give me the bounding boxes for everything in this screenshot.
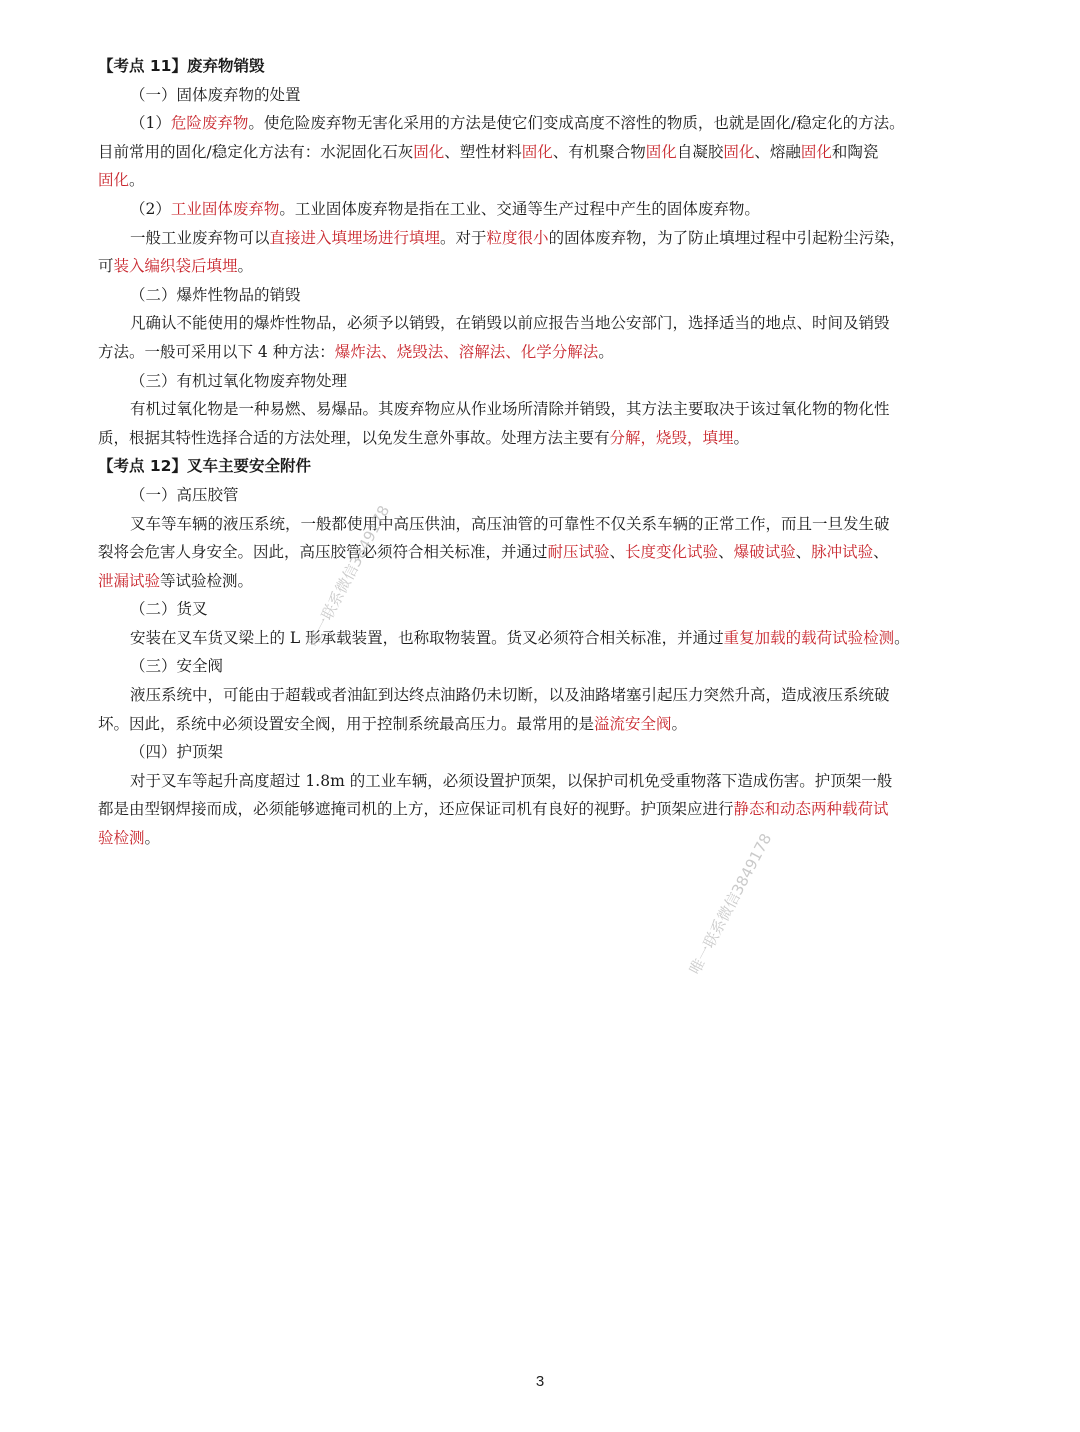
text-run: 。 [598, 342, 614, 361]
text-line [98, 710, 978, 739]
text-run: 质，根据其特性选择合适的方法处理，以免发生意外事故。处理方法主要有 [98, 428, 610, 447]
text-line [98, 567, 978, 596]
section-heading [98, 52, 978, 81]
text-line [98, 367, 978, 396]
highlighted-text: 直接进入填埋场进行填埋 [269, 228, 441, 247]
text-run: 、熔融 [754, 142, 801, 161]
text-line [98, 252, 978, 281]
text-run: 。 [671, 714, 688, 733]
text-run: 裂将会危害人身安全。因此，高压胶管必须符合相关标准，并通过 [98, 543, 548, 562]
text-line [98, 767, 978, 796]
text-line [98, 795, 978, 824]
page-number: 3 [535, 1373, 545, 1390]
text-run: 等试验检测。 [160, 571, 254, 590]
text-run: 、塑性材料 [444, 142, 522, 161]
text-line [98, 681, 978, 710]
text-run: 、 [795, 543, 812, 562]
text-run: （二）货叉 [130, 600, 208, 619]
text-run: 。工业固体废弃物是指在工业、交通等生产过程中产生的固体废弃物。 [279, 199, 760, 218]
text-run: （2） [130, 199, 171, 218]
watermark-text: 唯一联系微信3849178 [303, 502, 394, 650]
text-run: 有机过氧化物是一种易燃、易爆品。其废弃物应从作业场所清除并销毁，其方法主要取决于该过氧化物的物化性 [130, 400, 890, 419]
text-run: 坏。因此，系统中必须设置安全阀，用于控制系统最高压力。最常用的是 [98, 714, 595, 733]
text-run: 【考点 12】叉车主要安全附件 [98, 457, 311, 476]
text-line [98, 738, 978, 767]
text-run: （一）高压胶管 [130, 485, 239, 504]
highlighted-text: 泄漏试验 [98, 571, 161, 590]
text-run: 一般工业废弃物可以 [130, 228, 270, 247]
text-run: 。 [144, 829, 161, 848]
highlighted-text: 固化 [800, 142, 832, 161]
text-run: 安装在叉车货叉梁上的 L 形承载装置，也称取物装置。货叉必须符合相关标准，并通过 [130, 628, 724, 647]
highlighted-text: 固化 [723, 142, 755, 161]
text-line [98, 281, 978, 310]
text-line [98, 338, 978, 367]
text-run: 。使危险废弃物无害化采用的方法是使它们变成高度不溶性的物质，也就是固化/稳定化的方法。 [248, 114, 905, 133]
text-run: 的固体废弃物，为了防止填埋过程中引起粉尘污染， [548, 228, 906, 247]
text-run: （三）安全阀 [130, 657, 224, 676]
text-run: 叉车等车辆的液压系统，一般都使用中高压供油，高压油管的可靠性不仅关系车辆的正常工作，而且一旦发生破 [130, 514, 890, 533]
text-run: 。 [894, 628, 910, 647]
highlighted-text: 固化 [413, 142, 445, 161]
highlighted-text: 重复加载的载荷试验检测 [723, 628, 895, 647]
text-run: 。 [237, 257, 254, 276]
text-line [98, 138, 978, 167]
text-run: 可 [98, 257, 114, 276]
text-run: 凡确认不能使用的爆炸性物品，必须予以销毁，在销毁以前应报告当地公安部门，选择适当的地点、时间及销毁 [130, 314, 890, 333]
highlighted-text: 耐压试验 [547, 543, 610, 562]
text-run: 。 [129, 171, 145, 190]
text-line [98, 481, 978, 510]
text-run: 【考点 11】废弃物销毁 [98, 57, 265, 75]
highlighted-text: 工业固体废弃物 [170, 199, 280, 218]
text-line [98, 224, 978, 253]
watermark-text: 唯一联系微信3849178 [685, 830, 776, 978]
text-line [98, 195, 978, 224]
highlighted-text: 固化 [521, 142, 553, 161]
text-line [98, 309, 978, 338]
highlighted-text: 分解，烧毁，填埋 [609, 428, 734, 447]
text-run: 。 [733, 428, 750, 447]
text-run: 自凝胶 [676, 142, 724, 161]
highlighted-text: 危险废弃物 [170, 114, 249, 133]
text-line [98, 595, 978, 624]
highlighted-text: 爆炸法、烧毁法、溶解法、化学分解法 [334, 342, 599, 361]
text-run: （四）护顶架 [130, 743, 224, 762]
text-line [98, 109, 978, 138]
text-run: 和陶瓷 [831, 142, 879, 161]
highlighted-text: 溢流安全阀 [594, 714, 672, 733]
text-run: 、 [718, 543, 734, 562]
text-line [98, 424, 978, 453]
text-run: （二）爆炸性物品的销毁 [130, 285, 301, 304]
highlighted-text: 固化 [98, 171, 130, 190]
text-run: 都是由型钢焊接而成，必须能够遮掩司机的上方，还应保证司机有良好的视野。护顶架应进行 [98, 800, 734, 819]
text-run: 、有机聚合物 [552, 142, 646, 161]
section-heading [98, 452, 978, 481]
text-run: 方法。一般可采用以下 4 种方法： [98, 342, 335, 361]
highlighted-text: 脉冲试验 [811, 543, 874, 562]
highlighted-text: 装入编织袋后填埋 [113, 257, 238, 276]
text-line [98, 824, 978, 853]
text-line [98, 652, 978, 681]
document-body [98, 52, 978, 853]
text-line [98, 624, 978, 653]
text-line [98, 395, 978, 424]
text-run: （一）固体废弃物的处置 [130, 85, 301, 104]
text-line [98, 538, 978, 567]
text-run: 。对于 [440, 228, 487, 247]
text-line [98, 510, 978, 539]
highlighted-text: 爆破试验 [733, 543, 796, 562]
text-run: 对于叉车等起升高度超过 1.8m 的工业车辆，必须设置护顶架，以保护司机免受重物落下造成伤害。护顶架一般 [130, 771, 893, 790]
highlighted-text: 验检测 [98, 829, 145, 848]
text-run: （三）有机过氧化物废弃物处理 [130, 371, 348, 390]
text-line [98, 81, 978, 110]
highlighted-text: 长度变化试验 [625, 543, 719, 562]
text-line [98, 166, 978, 195]
highlighted-text: 静态和动态两种载荷试 [733, 800, 889, 819]
text-run: 、 [873, 543, 889, 562]
text-run: 、 [609, 543, 626, 562]
text-run: 液压系统中，可能由于超载或者油缸到达终点油路仍未切断，以及油路堵塞引起压力突然升高，造成液压系统破 [130, 686, 890, 705]
highlighted-text: 固化 [645, 142, 677, 161]
highlighted-text: 粒度很小 [486, 228, 549, 247]
text-run: （1） [130, 114, 171, 133]
text-run: 目前常用的固化/稳定化方法有：水泥固化石灰 [98, 142, 414, 161]
